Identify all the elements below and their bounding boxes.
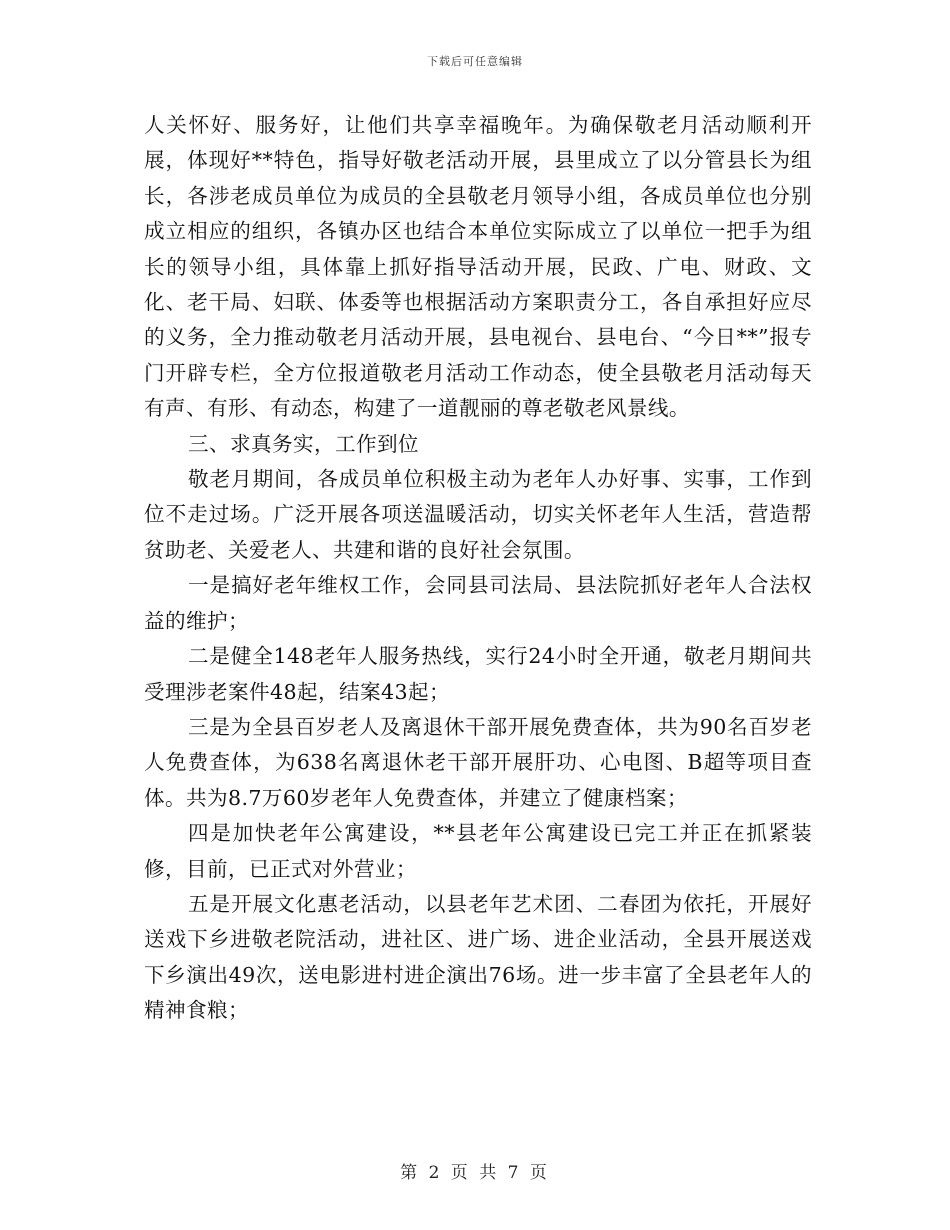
section-heading: 三、求真务实，工作到位 [188,431,419,456]
paragraph-intro: 敬老月期间，各成员单位积极主动为老年人办好事、实事，工作到位不走过场。广泛开展各项送温暖活动，切实关怀老年人生活，营造帮贫助老、关爱老人、共建和谐的良好社会氛围。 [144,467,812,562]
document-body [144,108,812,1029]
list-item-1: 一是搞好老年维权工作，会同县司法局、县法院抓好老年人合法权益的维护； [144,573,812,633]
page-number: 第 2 页 共 7 页 [400,1163,550,1183]
list-item-2: 二是健全148老年人服务热线，实行24小时全开通，敬老月期间共受理涉老案件48起，结案43起； [144,644,812,704]
paragraph-continuation: 人关怀好、服务好，让他们共享幸福晚年。为确保敬老月活动顺利开展，体现好**特色，指导好敬老活动开展，县里成立了以分管县长为组长，各涉老成员单位为成员的全县敬老月领导小组，各成员单位也分别成立相应的组织，各镇办区也结合本单位实际成立了以单位一把手为组长的领导小组，具体靠上抓好指导活动开展，民政、广电、财政、文化、老干局、妇联、体委等也根据活动方案职责分工，各自承担好应尽的义务，全力推动敬老月活动开展，县电视台、县电台、“今日**”报专门开辟专栏，全方位报道敬老月活动工作动态，使全县敬老月活动每天有声、有形、有动态，构建了一道靓丽的尊老敬老风景线。 [144,113,812,421]
list-item-3: 三是为全县百岁老人及离退休干部开展免费查体，共为90名百岁老人免费查体，为638名离退休老干部开展肝功、心电图、B超等项目查体。共为8.7万60岁老年人免费查体，并建立了健康档案； [144,714,812,810]
list-item-4: 四是加快老年公寓建设，**县老年公寓建设已完工并正在抓紧装修，目前，已正式对外营业； [144,821,812,881]
page-header: 下载后可任意编辑 [427,55,523,68]
list-item-5: 五是开展文化惠老活动，以县老年艺术团、二春团为依托，开展好送戏下乡进敬老院活动，进社区、进广场、进企业活动，全县开展送戏下乡演出49次，送电影进村进企演出76场。进一步丰富了全县老年人的精神食粮； [144,891,812,1023]
